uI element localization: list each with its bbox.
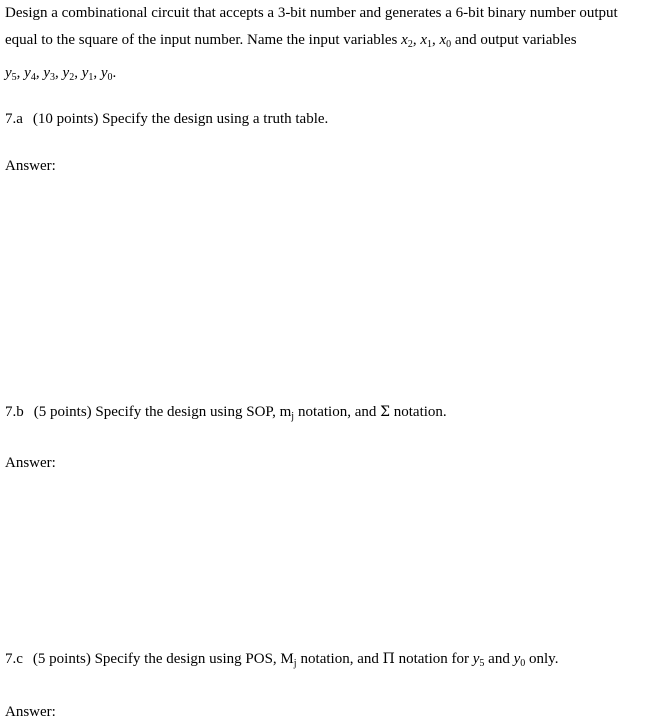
input-var-x0: $x_0$ xyxy=(439,32,452,50)
answer-7a-label: Answer: xyxy=(5,158,56,174)
question-7c-sub-j: j xyxy=(293,658,297,669)
output-var-y2: $y_2$ xyxy=(62,65,75,83)
output-vars-line: $y_5$, $y_4$, $y_3$, $y_2$, $y_1$, $y_0$. xyxy=(5,65,117,83)
question-7c-only: only. xyxy=(529,651,559,667)
answer-7c-label: Answer: xyxy=(5,704,56,720)
question-7c-and: and xyxy=(488,651,510,667)
question-7b-text-after: notation. xyxy=(393,404,447,420)
question-7b-text-middle: notation, and xyxy=(298,404,377,420)
question-7c-text-middle: notation, and xyxy=(300,651,379,667)
output-var-y3: $y_3$ xyxy=(43,65,56,83)
input-var-x2: $x_2$ xyxy=(401,32,413,50)
question-7a xyxy=(5,112,328,127)
intro-line-2: equal to the square of the input number. Name the input variables $x_2$, $x_1$, $x_0$ and output variables xyxy=(5,32,577,50)
question-7a-label: 7.a xyxy=(5,111,23,127)
question-7c-text-after: notation for xyxy=(398,651,469,667)
answer-7b-label: Answer: xyxy=(5,455,56,471)
output-var-y4: $y_4$ xyxy=(24,65,36,83)
intro-text-2-after: and output variables xyxy=(454,32,577,48)
question-7b-text: (5 points) Specify the design using SOP, m xyxy=(33,404,292,420)
question-7c-text: (5 points) Specify the design using POS, M xyxy=(32,651,294,667)
var-y0: $y_0$ xyxy=(513,651,526,669)
question-7c-label: 7.c xyxy=(5,651,23,667)
question-7b xyxy=(5,405,447,420)
var-y5: $y_5$ xyxy=(472,651,485,669)
intro-line-1 xyxy=(5,6,618,21)
pi-symbol: Π xyxy=(382,651,395,667)
question-7b-label: 7.b xyxy=(5,404,24,420)
output-var-y0: $y_0$ xyxy=(100,65,113,83)
output-var-y1: $y_1$ xyxy=(81,65,94,83)
intro-text-2: equal to the square of the input number. Name the input variables xyxy=(5,32,398,48)
intro-text-1: Design a combinational circuit that accepts a 3-bit number and generates a 6-bit binary number output xyxy=(5,5,618,21)
sigma-symbol: Σ xyxy=(380,404,391,420)
question-7a-text: (10 points) Specify the design using a truth table. xyxy=(32,111,329,127)
output-var-y5: $y_5$ xyxy=(5,65,17,83)
question-7c xyxy=(5,652,558,667)
input-var-x1: $x_1$ xyxy=(420,32,432,50)
question-7b-sub-j: j xyxy=(291,411,295,422)
